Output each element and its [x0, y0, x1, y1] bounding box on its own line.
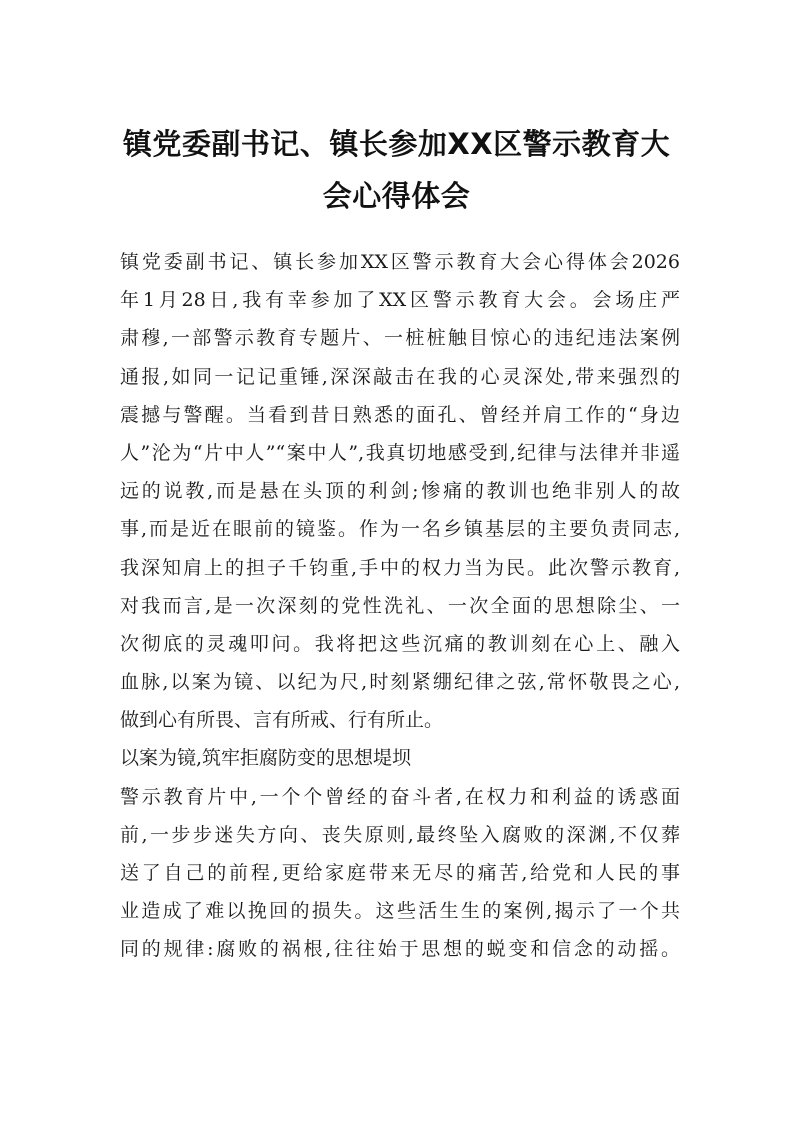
text-line: 通报,如同一记记重锤,深深敲击在我的心灵深处,带来强烈的: [120, 365, 680, 388]
document-title: [100, 118, 693, 222]
text-line: 前,一步步迷失方向、丧失原则,最终坠入腐败的深渊,不仅葬: [120, 823, 680, 846]
paragraph-2: [120, 778, 680, 969]
title-line: 会心得体会: [322, 179, 471, 213]
text-line: 警示教育片中,一个个曾经的奋斗者,在权力和利益的诱惑面: [120, 785, 680, 808]
text-line: 人”沦为“片中人”“案中人”,我真切地感受到,纪律与法律并非遥: [120, 441, 680, 464]
text-line: 我深知肩上的担子千钧重,手中的权力当为民。此次警示教育,: [120, 556, 680, 579]
section-heading: 以案为镜,筑牢拒腐防变的思想堤坝: [120, 747, 412, 770]
text-line: 业造成了难以挽回的损失。这些活生生的案例,揭示了一个共: [120, 900, 680, 923]
text-line: 送了自己的前程,更给家庭带来无尽的痛苦,给党和人民的事: [120, 862, 680, 884]
text-line: 次彻底的灵魂叩问。我将把这些沉痛的教训刻在心上、融入: [120, 632, 680, 655]
title-line: 镇党委副书记、镇长参加XX区警示教育大: [122, 127, 671, 161]
text-line: 血脉,以案为镜、以纪为尺,时刻紧绷纪律之弦,常怀敬畏之心,: [120, 671, 680, 694]
paragraph-1: [120, 243, 680, 739]
text-line: 对我而言,是一次深刻的党性洗礼、一次全面的思想除尘、一: [120, 594, 680, 617]
text-line: 同的规律:腐败的祸根,往往始于思想的蜕变和信念的动摇。: [120, 938, 680, 961]
document-body: [120, 243, 680, 969]
text-line: 镇党委副书记、镇长参加XX区警示教育大会心得体会2026: [120, 251, 680, 273]
text-line: 肃穆,一部警示教育专题片、一桩桩触目惊心的违纪违法案例: [120, 327, 680, 350]
text-line: 远的说教,而是悬在头顶的利剑;惨痛的教训也绝非别人的故: [120, 480, 680, 503]
text-line: 事,而是近在眼前的镜鉴。作为一名乡镇基层的主要负责同志,: [120, 518, 680, 541]
text-line: 做到心有所畏、言有所戒、行有所止。: [120, 709, 444, 732]
text-line: 震撼与警醒。当看到昔日熟悉的面孔、曾经并肩工作的“身边: [120, 403, 680, 426]
text-line: 年1月28日,我有幸参加了XX区警示教育大会。会场庄严: [120, 289, 680, 312]
